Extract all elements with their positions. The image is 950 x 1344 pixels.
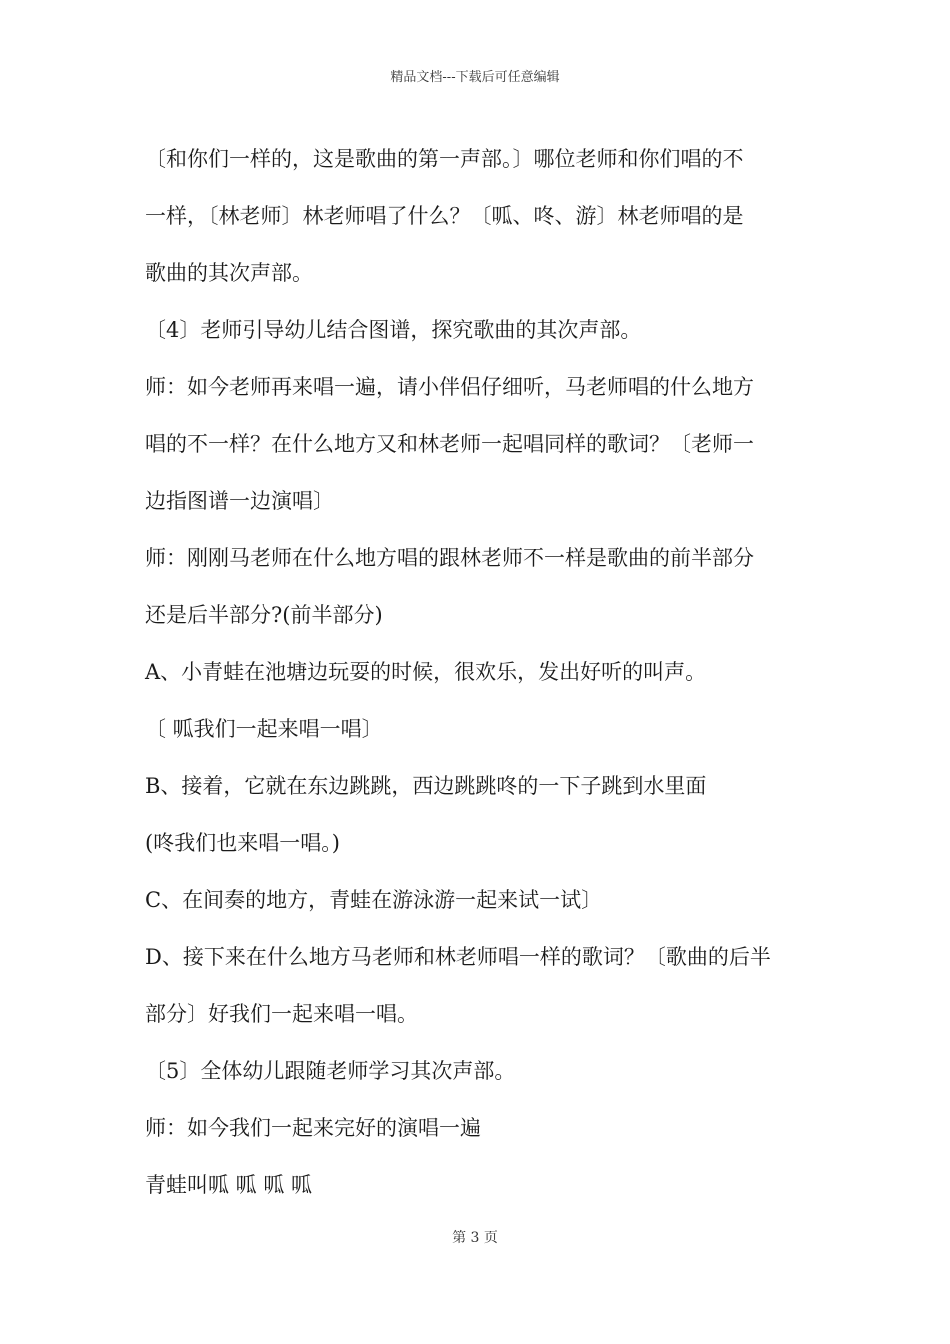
text-line: 唱的不一样？在什么地方又和林老师一起唱同样的歌词？〔老师一 [145,432,754,456]
text-line: 〔和你们一样的，这是歌曲的第一声部。〕哪位老师和你们唱的不 [145,147,744,171]
text-line: B、接着，它就在东边跳跳，西边跳跳咚的一下子跳到水里面 [145,774,707,798]
text-line: D、接下来在什么地方马老师和林老师唱一样的歌词？〔歌曲的后半 [145,945,771,969]
text-line: 还是后半部分?(前半部分) [145,603,383,627]
text-line: C、在间奏的地方，青蛙在游泳游一起来试一试〕 [145,888,603,912]
page-header: 精品文档---下载后可任意编辑 [390,70,560,85]
text-line: 〔5〕全体幼儿跟随老师学习其次声部。 [145,1059,516,1083]
text-line: 〔 呱我们一起来唱一唱〕 [145,717,383,741]
text-line: A、小青蛙在池塘边玩耍的时候，很欢乐，发出好听的叫声。 [145,660,707,684]
page-number: 第 3 页 [452,1230,498,1246]
text-line: 〔4〕老师引导幼儿结合图谱，探究歌曲的其次声部。 [145,318,642,342]
text-line: (咚我们也来唱一唱。) [145,831,340,855]
text-line: 师：如今我们一起来完好的演唱一遍 [145,1116,481,1140]
text-line: 部分〕好我们一起来唱一唱。 [145,1002,418,1026]
text-line: 师：如今老师再来唱一遍，请小伴侣仔细听，马老师唱的什么地方 [145,375,754,399]
document-body [145,131,825,1214]
text-line: 青蛙叫呱 呱 呱 呱 [145,1173,313,1197]
text-line: 边指图谱一边演唱〕 [145,489,334,513]
text-line: 歌曲的其次声部。 [145,261,313,285]
text-line: 一样，〔林老师〕林老师唱了什么？〔呱、咚、游〕林老师唱的是 [145,204,744,228]
text-line: 师：刚刚马老师在什么地方唱的跟林老师不一样是歌曲的前半部分 [145,546,754,570]
